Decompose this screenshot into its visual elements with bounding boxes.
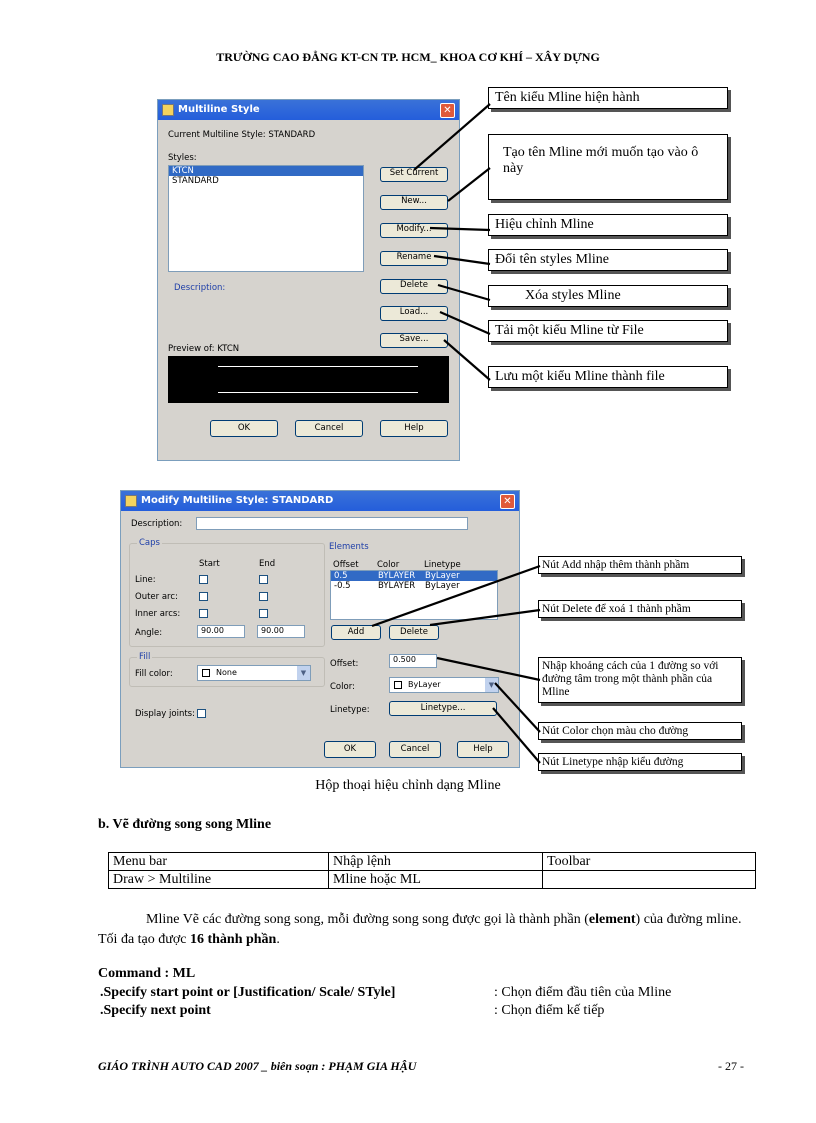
col-linetype: Linetype [424, 560, 461, 570]
element-offset: 0.5 [334, 571, 348, 581]
callout-current-style: Tên kiểu Mline hiện hành [488, 87, 728, 109]
caps-label: Caps [139, 538, 160, 548]
delete-element-button[interactable]: Delete [389, 625, 439, 640]
callout-delete-element: Nút Delete để xoá 1 thành phầm [538, 600, 742, 618]
close-icon[interactable]: ✕ [500, 494, 515, 509]
angle-start-input[interactable]: 90.00 [197, 625, 245, 638]
set-current-button[interactable]: Set Current [380, 167, 448, 182]
cancel-button[interactable]: Cancel [295, 420, 363, 437]
help-button[interactable]: Help [457, 741, 509, 758]
fill-color-value: None [216, 668, 237, 677]
outer-arc-label: Outer arc: [135, 592, 178, 602]
callout-modify: Hiệu chỉnh Mline [488, 214, 728, 236]
element-linetype: ByLayer [425, 581, 460, 591]
element-color: BYLAYER [378, 581, 416, 591]
current-style-label: Current Multiline Style: STANDARD [168, 130, 316, 140]
callout-add: Nút Add nhập thêm thành phầm [538, 556, 742, 574]
callout-color: Nút Color chọn màu cho đường [538, 722, 742, 740]
ok-button[interactable]: OK [324, 741, 376, 758]
command-table [108, 852, 756, 889]
angle-end-input[interactable]: 90.00 [257, 625, 305, 638]
callout-offset: Nhập khoảng cách của 1 đường so với đường tâm trong một thành phần của Mline [538, 657, 742, 703]
callout-delete: Xóa styles Mline [488, 285, 728, 307]
col-offset: Offset [333, 560, 359, 570]
list-item[interactable]: KTCN [169, 166, 363, 176]
callout-new: Tạo tên Mline mới muốn tạo vào ô này [488, 134, 728, 200]
description-label: Description: [131, 519, 183, 529]
line-label: Line: [135, 575, 156, 585]
command-title: Command : ML [98, 966, 196, 981]
figure-caption: Hộp thoại hiệu chỉnh dạng Mline [315, 778, 501, 793]
callout-save: Lưu một kiểu Mline thành file [488, 366, 728, 388]
footer-left: GIÁO TRÌNH AUTO CAD 2007 _ biên soạn : PHẠM GIA HẬU [98, 1059, 417, 1073]
element-color: BYLAYER [378, 571, 416, 581]
rename-button[interactable]: Rename [380, 251, 448, 266]
table-cell [543, 871, 756, 889]
end-label: End [259, 559, 276, 569]
new-button[interactable]: New... [380, 195, 448, 210]
color-label: Color: [330, 682, 355, 692]
ok-button[interactable]: OK [210, 420, 278, 437]
cancel-button[interactable]: Cancel [389, 741, 441, 758]
save-button[interactable]: Save... [380, 333, 448, 348]
chevron-down-icon[interactable]: ▼ [297, 666, 310, 680]
offset-label: Offset: [330, 659, 359, 669]
command-line-2: .Specify next point [100, 1003, 211, 1018]
page-header: TRƯỜNG CAO ĐẲNG KT-CN TP. HCM_ KHOA CƠ KHÍ – XÂY DỰNG [216, 50, 600, 64]
close-icon[interactable]: ✕ [440, 103, 455, 118]
description-label: Description: [174, 283, 226, 293]
element-offset: -0.5 [334, 581, 351, 591]
col-color: Color [377, 560, 400, 570]
fill-label: Fill [139, 652, 151, 662]
callout-load: Tải một kiểu Mline từ File [488, 320, 728, 342]
load-button[interactable]: Load... [380, 306, 448, 321]
color-value: ByLayer [408, 680, 441, 689]
table-cell: Draw > Multiline [109, 871, 329, 889]
page-number: - 27 - [718, 1059, 744, 1073]
list-item[interactable]: STANDARD [172, 176, 219, 186]
add-button[interactable]: Add [331, 625, 381, 640]
element-linetype: ByLayer [425, 571, 460, 581]
callout-linetype: Nút Linetype nhập kiểu đường [538, 753, 742, 771]
dialog-title: Modify Multiline Style: STANDARD [141, 495, 334, 506]
offset-input[interactable]: 0.500 [389, 654, 437, 668]
dialog-title: Multiline Style [178, 104, 260, 115]
table-header: Toolbar [543, 853, 756, 871]
command-desc-1: : Chọn điểm đầu tiên của Mline [494, 985, 672, 1000]
linetype-label: Linetype: [330, 705, 370, 715]
fill-color-label: Fill color: [135, 669, 173, 679]
mline-paragraph: Mline Vẽ các đường song song, mỗi đường song song được gọi là thành phần (element) của đường mline. Tối đa tạo được 16 thành phần. [98, 912, 742, 947]
angle-label: Angle: [135, 628, 163, 638]
start-label: Start [199, 559, 220, 569]
inner-arcs-label: Inner arcs: [135, 609, 181, 619]
command-line-1: .Specify start point or [Justification/ Scale/ STyle] [100, 985, 396, 1000]
section-title: b. Vẽ đường song song Mline [98, 817, 272, 832]
preview-label: Preview of: KTCN [168, 344, 240, 354]
linetype-button[interactable]: Linetype... [389, 701, 497, 716]
callout-rename: Đổi tên styles Mline [488, 249, 728, 271]
elements-label: Elements [329, 542, 369, 552]
command-desc-2: : Chọn điểm kế tiếp [494, 1003, 605, 1018]
display-joints-label: Display joints: [135, 709, 195, 719]
table-header: Nhập lệnh [329, 853, 543, 871]
help-button[interactable]: Help [380, 420, 448, 437]
chevron-down-icon[interactable]: ▼ [485, 678, 498, 692]
table-cell: Mline hoặc ML [329, 871, 543, 889]
styles-label: Styles: [168, 153, 197, 163]
table-header: Menu bar [109, 853, 329, 871]
delete-button[interactable]: Delete [380, 279, 448, 294]
modify-button[interactable]: Modify... [380, 223, 448, 238]
